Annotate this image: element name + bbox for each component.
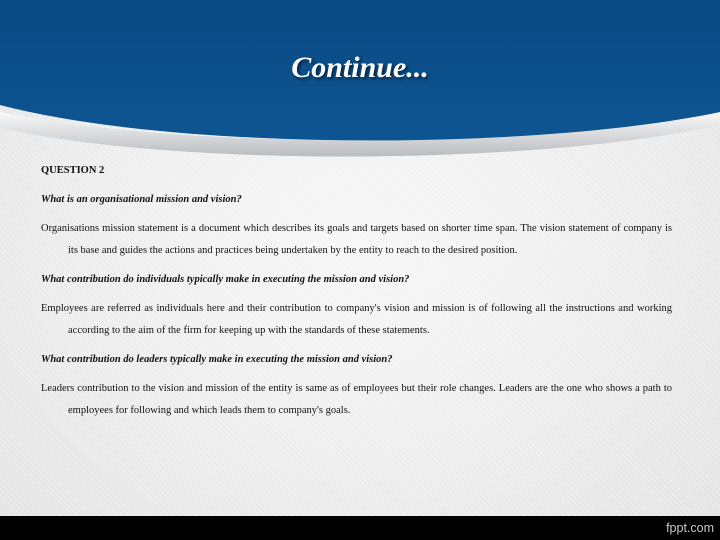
question-heading: What contribution do leaders typically make in executing the mission and vision? bbox=[41, 354, 393, 365]
question-heading: What is an organisational mission and vision? bbox=[41, 194, 242, 205]
question-heading: What contribution do individuals typically make in executing the mission and vision? bbox=[41, 274, 410, 285]
slide-content bbox=[41, 160, 672, 429]
answer-paragraph: Leaders contribution to the vision and mission of the entity is same as of employees but their role changes. Leaders are the one who shows a path to employees for following and which leads them to company's goals. bbox=[41, 383, 672, 416]
footer-bar bbox=[0, 516, 720, 540]
footer-brand: fppt.com bbox=[666, 521, 714, 535]
slide-title: Continue... bbox=[291, 51, 429, 84]
answer-paragraph: Organisations mission statement is a document which describes its goals and targets based on shorter time span. The vision statement of company is its base and guides the actions and practices being undertaken by the entity to reach to the desired position. bbox=[41, 223, 672, 256]
answer-paragraph: Employees are referred as individuals here and their contribution to company's vision and mission is of following all the instructions and working according to the aim of the firm for keeping up with the standards of these statements. bbox=[41, 303, 672, 336]
question-number: QUESTION 2 bbox=[41, 165, 105, 176]
